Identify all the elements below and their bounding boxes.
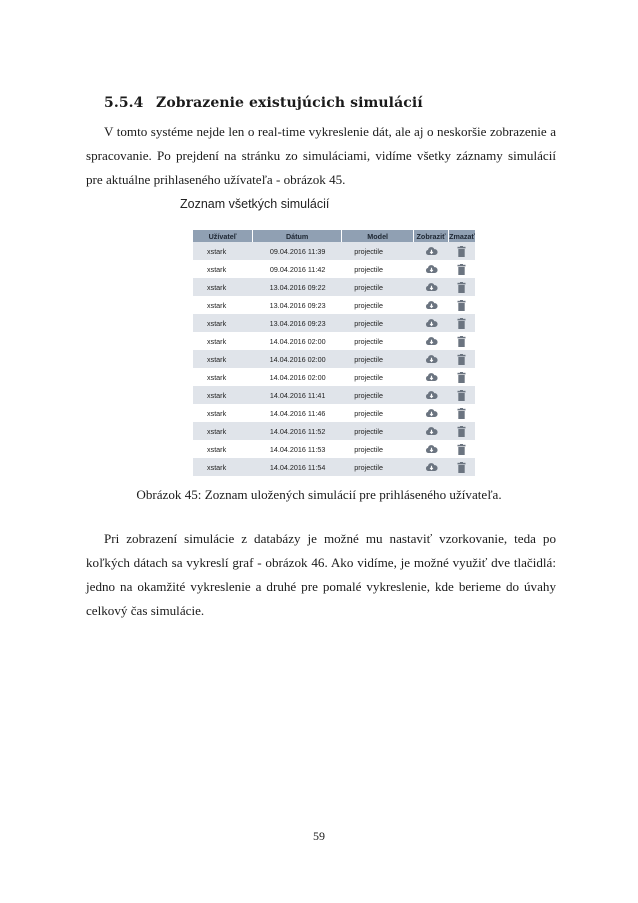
cell-user: xstark — [193, 332, 253, 350]
cell-model: projectile — [342, 332, 414, 350]
cloud-download-icon[interactable] — [425, 264, 438, 273]
table-row — [193, 386, 475, 404]
view-button[interactable] — [414, 368, 449, 386]
trash-icon[interactable] — [457, 408, 466, 417]
delete-button[interactable] — [449, 404, 475, 422]
delete-button[interactable] — [449, 440, 475, 458]
section-title: Zobrazenie existujúcich simulácií — [156, 95, 423, 111]
figure-caption: Obrázok 45: Zoznam uložených simulácií pre prihláseného užívateľa. — [136, 487, 502, 502]
table-row — [193, 242, 475, 260]
cell-date: 14.04.2016 11:53 — [253, 440, 342, 458]
cloud-download-icon[interactable] — [425, 282, 438, 291]
view-button[interactable] — [414, 404, 449, 422]
cell-user: xstark — [193, 458, 253, 476]
section-heading — [104, 95, 423, 111]
column-header-model[interactable]: Model — [342, 230, 414, 242]
cloud-download-icon[interactable] — [425, 354, 438, 363]
trash-icon[interactable] — [457, 300, 466, 309]
table-row — [193, 260, 475, 278]
cell-model: projectile — [342, 368, 414, 386]
cloud-download-icon[interactable] — [425, 444, 438, 453]
cell-date: 14.04.2016 11:54 — [253, 458, 342, 476]
cloud-download-icon[interactable] — [425, 390, 438, 399]
trash-icon[interactable] — [457, 336, 466, 345]
table-row — [193, 278, 475, 296]
delete-button[interactable] — [449, 386, 475, 404]
cloud-download-icon[interactable] — [425, 246, 438, 255]
trash-icon[interactable] — [457, 390, 466, 399]
cell-date: 14.04.2016 11:52 — [253, 422, 342, 440]
paragraph-1-text: V tomto systéme nejde len o real-time vykreslenie dát, ale aj o neskoršie zobrazenie a spracovanie. Po prejdení na stránku zo simuláciami, vidíme všetky záznamy simulácií pre aktuálne prihlaseného užívateľa - obrázok 45. — [86, 124, 556, 187]
table-row — [193, 332, 475, 350]
trash-icon[interactable] — [457, 426, 466, 435]
table-row — [193, 350, 475, 368]
cloud-download-icon[interactable] — [425, 408, 438, 417]
view-button[interactable] — [414, 242, 449, 260]
cell-date: 14.04.2016 11:46 — [253, 404, 342, 422]
column-header-delete: Zmazať — [449, 231, 475, 241]
cell-model: projectile — [342, 260, 414, 278]
trash-icon[interactable] — [457, 264, 466, 273]
view-button[interactable] — [414, 296, 449, 314]
view-button[interactable] — [414, 458, 449, 476]
cell-user: xstark — [193, 422, 253, 440]
cell-model: projectile — [342, 422, 414, 440]
view-button[interactable] — [414, 440, 449, 458]
paragraph-2 — [86, 527, 556, 623]
paragraph-1 — [86, 120, 556, 192]
table-row — [193, 458, 475, 476]
delete-button[interactable] — [449, 242, 475, 260]
column-header-user[interactable]: Užívateľ — [193, 230, 253, 242]
trash-icon[interactable] — [457, 354, 466, 363]
cloud-download-icon[interactable] — [425, 336, 438, 345]
cell-user: xstark — [193, 440, 253, 458]
column-header-view: Zobraziť — [414, 230, 449, 242]
trash-icon[interactable] — [457, 282, 466, 291]
delete-button[interactable] — [449, 458, 475, 476]
table-header-row — [193, 230, 475, 242]
cell-user: xstark — [193, 386, 253, 404]
cell-date: 13.04.2016 09:22 — [253, 278, 342, 296]
delete-button[interactable] — [449, 314, 475, 332]
cloud-download-icon[interactable] — [425, 318, 438, 327]
cell-model: projectile — [342, 350, 414, 368]
cell-user: xstark — [193, 242, 253, 260]
view-button[interactable] — [414, 332, 449, 350]
section-number: 5.5.4 — [104, 95, 144, 111]
cell-model: projectile — [342, 278, 414, 296]
cell-model: projectile — [342, 314, 414, 332]
cell-date: 13.04.2016 09:23 — [253, 296, 342, 314]
table-row — [193, 404, 475, 422]
cell-date: 14.04.2016 11:41 — [253, 386, 342, 404]
cell-date: 09.04.2016 11:39 — [253, 242, 342, 260]
cell-model: projectile — [342, 296, 414, 314]
table-body — [193, 242, 475, 476]
view-button[interactable] — [414, 422, 449, 440]
trash-icon[interactable] — [457, 444, 466, 453]
paragraph-2-text: Pri zobrazení simulácie z databázy je možné mu nastaviť vzorkovanie, teda po koľkých dátach sa vykreslí graf - obrázok 46. Ako vidíme, je možné využiť dve tlačidlá: jedno na okamžité vykreslenie a druhé pre pomalé vykreslenie, kde berieme do úvahy celkový čas simulácie. — [86, 531, 556, 618]
cell-model: projectile — [342, 440, 414, 458]
cell-model: projectile — [342, 404, 414, 422]
figure-title: Zoznam všetkých simulácií — [180, 197, 330, 211]
view-button[interactable] — [414, 386, 449, 404]
cell-user: xstark — [193, 350, 253, 368]
table-row — [193, 296, 475, 314]
delete-button[interactable] — [449, 278, 475, 296]
cloud-download-icon[interactable] — [425, 426, 438, 435]
table-row — [193, 440, 475, 458]
trash-icon[interactable] — [457, 246, 466, 255]
cloud-download-icon[interactable] — [425, 300, 438, 309]
cell-model: projectile — [342, 386, 414, 404]
delete-button[interactable] — [449, 422, 475, 440]
view-button[interactable] — [414, 260, 449, 278]
cloud-download-icon[interactable] — [425, 372, 438, 381]
delete-button[interactable] — [449, 350, 475, 368]
simulations-table — [193, 230, 475, 476]
cloud-download-icon[interactable] — [425, 462, 438, 471]
page-number: 59 — [313, 829, 325, 843]
cell-date: 13.04.2016 09:23 — [253, 314, 342, 332]
delete-button[interactable] — [449, 332, 475, 350]
view-button[interactable] — [414, 278, 449, 296]
trash-icon[interactable] — [457, 462, 466, 471]
table-row — [193, 314, 475, 332]
cell-model: projectile — [342, 242, 414, 260]
delete-button[interactable] — [449, 260, 475, 278]
cell-user: xstark — [193, 404, 253, 422]
view-button[interactable] — [414, 350, 449, 368]
cell-date: 14.04.2016 02:00 — [253, 350, 342, 368]
trash-icon[interactable] — [457, 318, 466, 327]
delete-button[interactable] — [449, 296, 475, 314]
cell-date: 09.04.2016 11:42 — [253, 260, 342, 278]
cell-user: xstark — [193, 314, 253, 332]
cell-date: 14.04.2016 02:00 — [253, 368, 342, 386]
cell-user: xstark — [193, 278, 253, 296]
delete-button[interactable] — [449, 368, 475, 386]
cell-user: xstark — [193, 260, 253, 278]
cell-user: xstark — [193, 368, 253, 386]
view-button[interactable] — [414, 314, 449, 332]
cell-model: projectile — [342, 458, 414, 476]
trash-icon[interactable] — [457, 372, 466, 381]
column-header-date[interactable]: Dátum — [253, 230, 342, 242]
table-row — [193, 368, 475, 386]
table-row — [193, 422, 475, 440]
cell-user: xstark — [193, 296, 253, 314]
cell-date: 14.04.2016 02:00 — [253, 332, 342, 350]
